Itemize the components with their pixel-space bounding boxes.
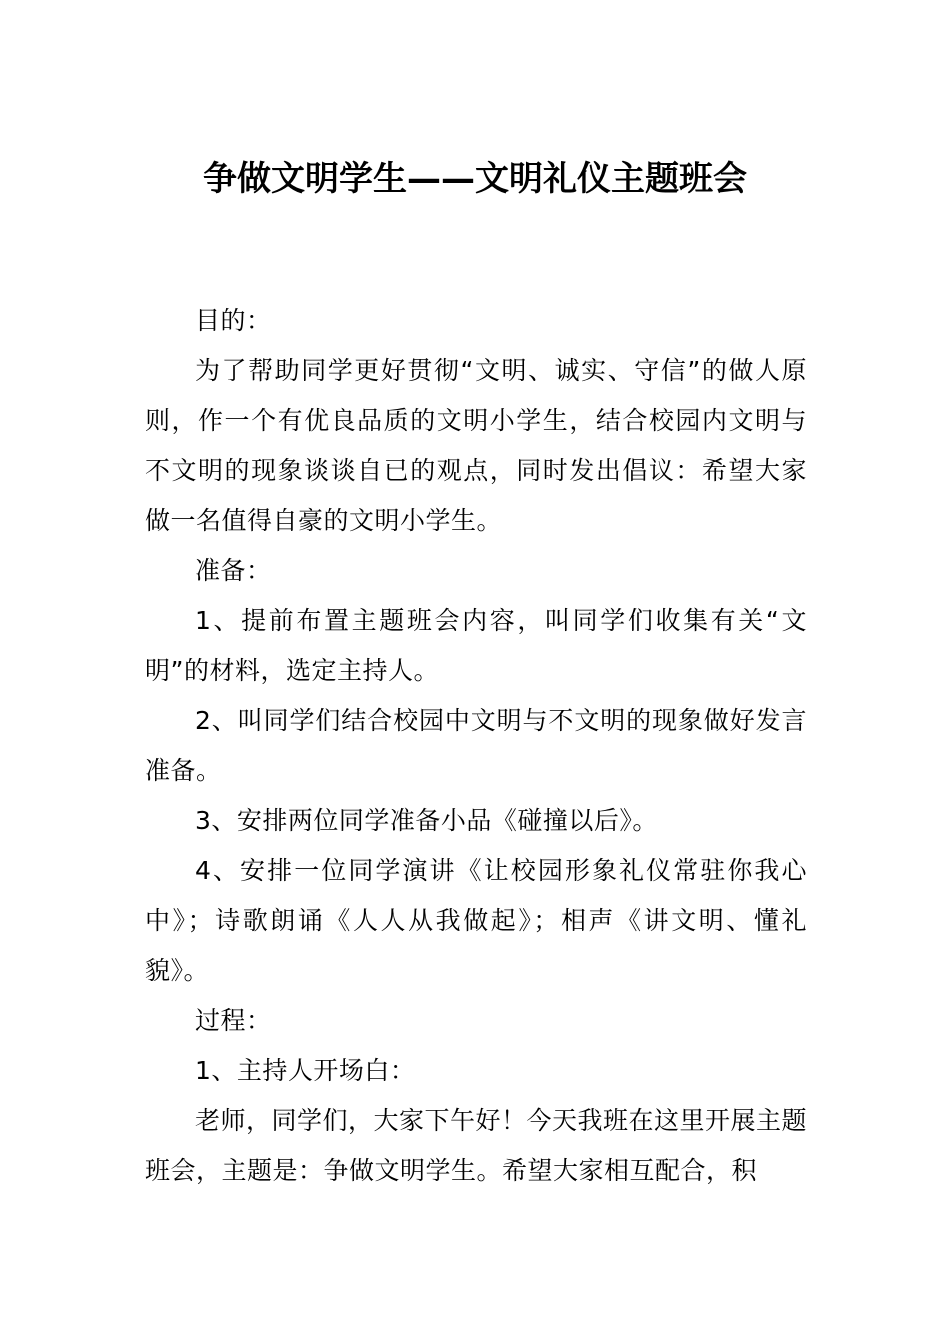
preparation-item-3: 3、安排两位同学准备小品《碰撞以后》。	[195, 806, 658, 835]
section-heading-purpose: 目的：	[195, 306, 272, 335]
document-title: 争做文明学生——文明礼仪主题班会	[203, 159, 747, 199]
section-heading-process: 过程：	[195, 1006, 272, 1035]
preparation-item-1: 1、提前布置主题班会内容，叫同学们收集有关“文明”的材料，选定主持人。	[145, 606, 807, 685]
document-body	[145, 296, 807, 1196]
preparation-item-2: 2、叫同学们结合校园中文明与不文明的现象做好发言准备。	[145, 706, 807, 785]
paragraph-opening-speech: 老师，同学们，大家下午好！今天我班在这里开展主题班会，主题是：争做文明学生。希望大家相互配合，积	[145, 1106, 808, 1185]
section-heading-preparation: 准备：	[195, 556, 272, 585]
process-item-1: 1、主持人开场白：	[195, 1056, 416, 1085]
paragraph-purpose: 为了帮助同学更好贯彻“文明、诚实、守信”的做人原则，作一个有优良品质的文明小学生，结合校园内文明与不文明的现象谈谈自已的观点，同时发出倡议：希望大家做一名值得自豪的文明小学生。	[145, 356, 807, 535]
preparation-item-4: 4、安排一位同学演讲《让校园形象礼仪常驻你我心中》；诗歌朗诵《人人从我做起》；相声《讲文明、懂礼貌》。	[145, 856, 807, 985]
